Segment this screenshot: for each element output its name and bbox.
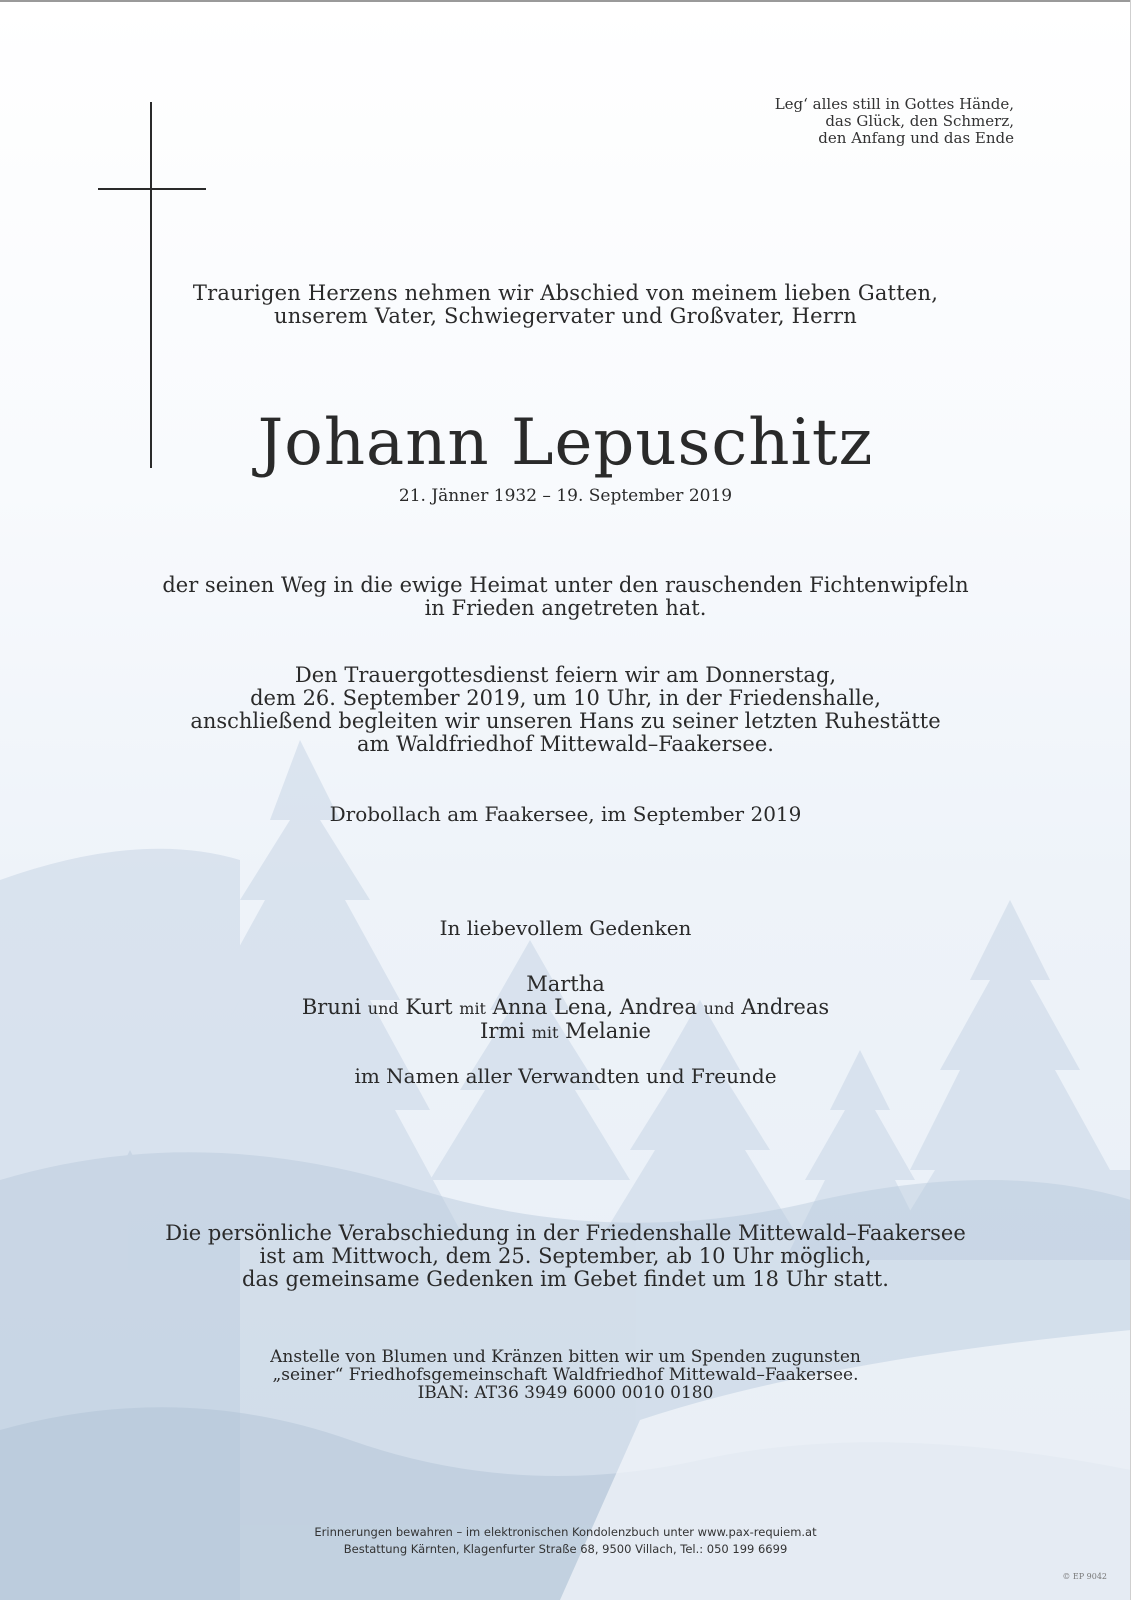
family-line-grandchild xyxy=(0,1020,1131,1044)
farewell-text xyxy=(0,1222,1131,1291)
footer-text xyxy=(0,1524,1131,1558)
farewell-line: ist am Mittwoch, dem 25. September, ab 10 Uhr möglich, xyxy=(259,1244,872,1268)
farewell-line: das gemeinsame Gedenken im Gebet findet um 18 Uhr statt. xyxy=(242,1267,889,1291)
intro-line: Traurigen Herzens nehmen wir Abschied von meinem lieben Gatten, xyxy=(192,281,939,305)
service-line: Den Trauergottesdienst feiern wir am Donnerstag, xyxy=(294,663,837,687)
document-code: © EP 9042 xyxy=(1062,1572,1107,1581)
family-conjunction: mit xyxy=(531,1023,559,1042)
motto-line: das Glück, den Schmerz, xyxy=(825,112,1014,130)
motto-verse xyxy=(775,96,1014,147)
family-names xyxy=(0,973,1131,1044)
motto-line: den Anfang und das Ende xyxy=(818,129,1014,147)
donation-line: „seiner“ Friedhofsgemeinschaft Waldfriedhof Mittewald–Faakersee. xyxy=(272,1365,859,1385)
journey-text xyxy=(0,574,1131,620)
family-conjunction: mit xyxy=(459,999,486,1018)
family-line-children xyxy=(0,996,1131,1020)
family-line-spouse: Martha xyxy=(526,972,605,996)
service-line: anschließend begleiten wir unseren Hans zu seiner letzten Ruhestätte xyxy=(190,709,941,733)
footer-line: Erinnerungen bewahren – im elektronischen Kondolenzbuch unter www.pax-requiem.at xyxy=(314,1525,817,1539)
family-conjunction: und xyxy=(703,999,735,1018)
family-name: Anna Lena, Andrea xyxy=(492,995,697,1019)
family-name: Melanie xyxy=(565,1019,651,1043)
farewell-line: Die persönliche Verabschiedung in der Friedenshalle Mittewald–Faakersee xyxy=(165,1221,966,1245)
family-name: Irmi xyxy=(480,1019,526,1043)
iban-line: IBAN: AT36 3949 6000 0010 0180 xyxy=(417,1383,714,1403)
family-name: Kurt xyxy=(405,995,453,1019)
cross-icon-horizontal xyxy=(98,188,206,190)
journey-line: der seinen Weg in die ewige Heimat unter den rauschenden Fichtenwipfeln xyxy=(162,573,969,597)
memory-heading: In liebevollem Gedenken xyxy=(439,916,692,940)
intro-line: unserem Vater, Schwiegervater und Großvater, Herrn xyxy=(273,304,857,328)
top-edge-line xyxy=(0,0,1131,2)
service-line: am Waldfriedhof Mittewald–Faakersee. xyxy=(357,732,774,756)
footer-line: Bestattung Kärnten, Klagenfurter Straße 68, 9500 Villach, Tel.: 050 199 6699 xyxy=(343,1542,788,1556)
life-dates: 21. Jänner 1932 – 19. September 2019 xyxy=(398,486,733,506)
family-name: Bruni xyxy=(301,995,362,1019)
deceased-name: Johann Lepuschitz xyxy=(257,406,874,480)
journey-line: in Frieden angetreten hat. xyxy=(424,596,707,620)
relatives-line: im Namen aller Verwandten und Freunde xyxy=(354,1064,777,1088)
donation-text xyxy=(0,1348,1131,1402)
funeral-service-text xyxy=(0,664,1131,756)
donation-line: Anstelle von Blumen und Kränzen bitten wir um Spenden zugunsten xyxy=(270,1347,861,1367)
intro-text xyxy=(0,282,1131,328)
family-conjunction: und xyxy=(367,999,399,1018)
motto-line: Leg‘ alles still in Gottes Hände, xyxy=(774,95,1014,113)
service-line: dem 26. September 2019, um 10 Uhr, in der Friedenshalle, xyxy=(250,686,881,710)
place-date: Drobollach am Faakersee, im September 2019 xyxy=(329,802,802,826)
family-name: Andreas xyxy=(741,995,830,1019)
